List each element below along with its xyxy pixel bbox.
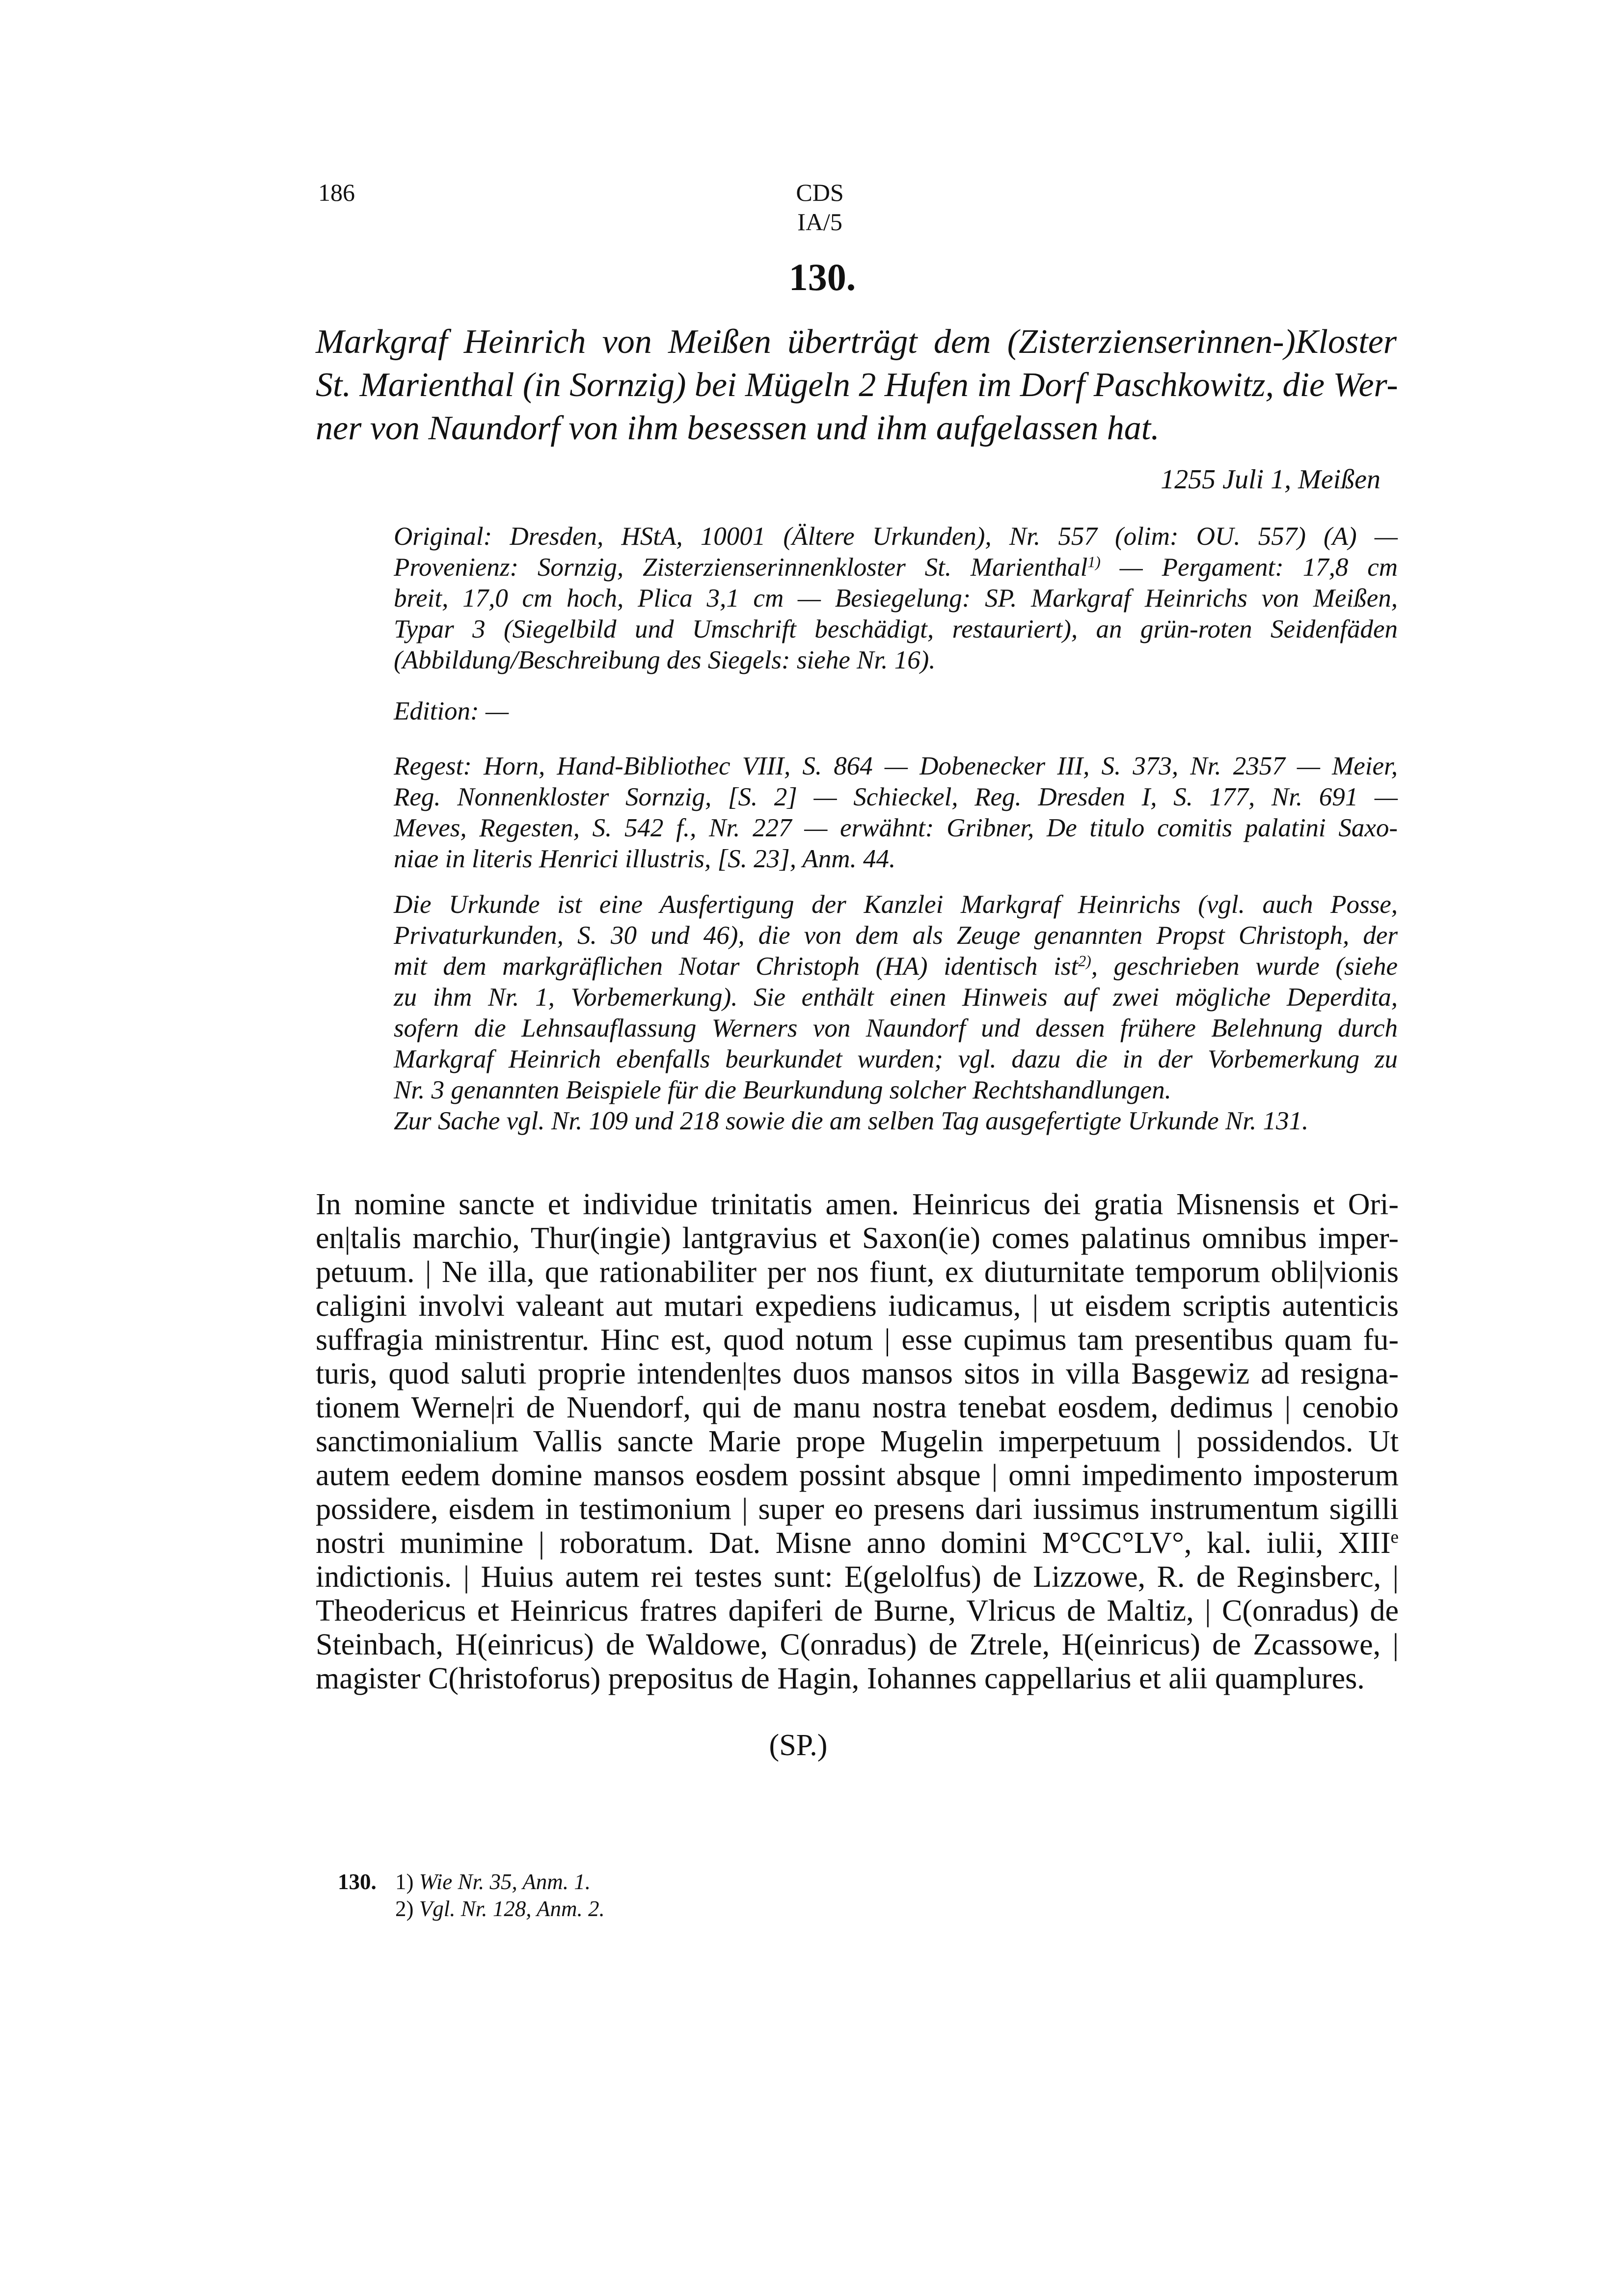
- date-place: 1255 Juli 1, Meißen: [1161, 464, 1380, 495]
- summary-line: St. Marienthal (in Sornzig) bei Mügeln 2 Hufen im Dorf Paschkowitz, die Wer-: [316, 366, 1398, 404]
- summary-line: ner von Naundorf von ihm besessen und ihm aufgelassen hat.: [316, 409, 1160, 447]
- regest-line: Meves, Regesten, S. 542 f., Nr. 227 — erwähnt: Gribner, De titulo comitis palatini Saxo-: [394, 814, 1398, 842]
- charter-text-line: caligini involvi valeant aut mutari expediens iudicamus, | ut eisdem scriptis autenticis: [316, 1289, 1399, 1323]
- footnote-block-number: 130.: [338, 1869, 377, 1894]
- charter-text-line: magister C(hristoforus) prepositus de Hagin, Iohannes cappellarius et alii quamplures.: [316, 1662, 1365, 1695]
- commentary-line: Die Urkunde ist eine Ausfertigung der Kanzlei Markgraf Heinrichs (vgl. auch Posse,: [394, 890, 1398, 919]
- commentary-line: sofern die Lehnsauflassung Werners von Naundorf und dessen frühere Belehnung durch: [394, 1014, 1398, 1042]
- running-title: CDS IA/5: [796, 179, 844, 236]
- regest-line: Regest: Horn, Hand-Bibliothec VIII, S. 864 — Dobenecker III, S. 373, Nr. 2357 — Meier,: [394, 752, 1398, 780]
- charter-text-line: Theodericus et Heinricus fratres dapiferi de Burne, Vlricus de Maltiz, | C(onradus) de: [316, 1594, 1399, 1628]
- charter-text-line: suffragia ministrentur. Hinc est, quod notum | esse cupimus tam presentibus quam fu-: [316, 1323, 1399, 1357]
- footnote-ref[interactable]: 1): [1087, 553, 1101, 571]
- charter-text-line: Steinbach, H(einricus) de Waldowe, C(onradus) de Ztrele, H(einricus) de Zcassowe, |: [316, 1628, 1399, 1661]
- regest-line: niae in literis Henrici illustris, [S. 23], Anm. 44.: [394, 845, 896, 873]
- charter-text-line: autem eedem domine mansos eosdem possint absque | omni impedimento imposterum: [316, 1459, 1399, 1492]
- original-line: Typar 3 (Siegelbild und Umschrift beschädigt, restauriert), an grün-roten Seidenfäden: [394, 615, 1398, 643]
- commentary-line: zu ihm Nr. 1, Vorbemerkung). Sie enthält einen Hinweis auf zwei mögliche Deperdita,: [394, 983, 1398, 1012]
- footnote-ref[interactable]: 2): [1078, 952, 1091, 970]
- document-number: 130.: [788, 256, 856, 298]
- charter-text-line: tionem Werne|ri de Nuendorf, qui de manu nostra tenebat eosdem, dedimus | cenobio: [316, 1391, 1399, 1424]
- seal-mark: (SP.): [769, 1729, 828, 1762]
- charter-text-line: en|talis marchio, Thur(ingie) lantgravius et Saxon(ie) comes palatinus omnibus imper-: [316, 1222, 1399, 1255]
- edition-line: Edition: —: [394, 697, 509, 725]
- footnote-1: 1) Wie Nr. 35, Anm. 1.: [395, 1869, 591, 1894]
- commentary-line: mit dem markgräflichen Notar Christoph (HA) identisch ist$^{2)}$, geschrieben wurde (siehe: [394, 952, 1398, 981]
- original-line: (Abbildung/Beschreibung des Siegels: siehe Nr. 16).: [394, 646, 936, 674]
- commentary-line: Zur Sache vgl. Nr. 109 und 218 sowie die am selben Tag ausgefertigte Urkunde Nr. 131.: [394, 1107, 1309, 1135]
- footnote-2: 2) Vgl. Nr. 128, Anm. 2.: [395, 1896, 605, 1921]
- charter-text-line: petuum. | Ne illa, que rationabiliter per nos fiunt, ex diuturnitate temporum obli|vionis: [316, 1255, 1399, 1289]
- original-line: Provenienz: Sornzig, Zisterzienserinnenkloster St. Marienthal$^{1)}$ — Pergament: 17,8 cm: [394, 553, 1398, 582]
- page-number: 186: [318, 179, 355, 206]
- charter-text-line: In nomine sancte et individue trinitatis amen. Heinricus dei gratia Misnensis et Ori-: [316, 1188, 1399, 1221]
- superscript-e: e: [1390, 1527, 1399, 1548]
- summary-line: Markgraf Heinrich von Meißen überträgt dem (Zisterzienserinnen-)Kloster: [316, 323, 1397, 361]
- charter-text-line: turis, quod saluti proprie intenden|tes duos mansos sitos in villa Basgewiz ad resigna-: [316, 1357, 1399, 1390]
- charter-text-line: nostri munimine | roboratum. Dat. Misne anno domini M°CC°LV°, kal. iulii, XIIIe: [316, 1526, 1399, 1560]
- commentary-line: Markgraf Heinrich ebenfalls beurkundet wurden; vgl. dazu die in der Vorbemerkung zu: [394, 1045, 1398, 1073]
- charter-text-line: possidere, eisdem in testimonium | super eo presens dari iussimus instrumentum sigilli: [316, 1493, 1399, 1526]
- regest-line: Reg. Nonnenkloster Sornzig, [S. 2] — Schieckel, Reg. Dresden I, S. 177, Nr. 691 —: [394, 783, 1398, 811]
- commentary-line: Privaturkunden, S. 30 und 46), die von dem als Zeuge genannten Propst Christoph, der: [394, 921, 1398, 950]
- charter-text-line: sanctimonialium Vallis sancte Marie prope Mugelin imperpetuum | possidendos. Ut: [316, 1425, 1399, 1458]
- charter-text-line: indictionis. | Huius autem rei testes sunt: E(gelolfus) de Lizzowe, R. de Reginsberc, |: [316, 1560, 1399, 1594]
- original-line: Original: Dresden, HStA, 10001 (Ältere Urkunden), Nr. 557 (olim: OU. 557) (A) —: [394, 522, 1398, 551]
- commentary-line: Nr. 3 genannten Beispiele für die Beurkundung solcher Rechtshandlungen.: [394, 1076, 1171, 1104]
- original-line: breit, 17,0 cm hoch, Plica 3,1 cm — Besiegelung: SP. Markgraf Heinrichs von Meißen,: [394, 584, 1398, 613]
